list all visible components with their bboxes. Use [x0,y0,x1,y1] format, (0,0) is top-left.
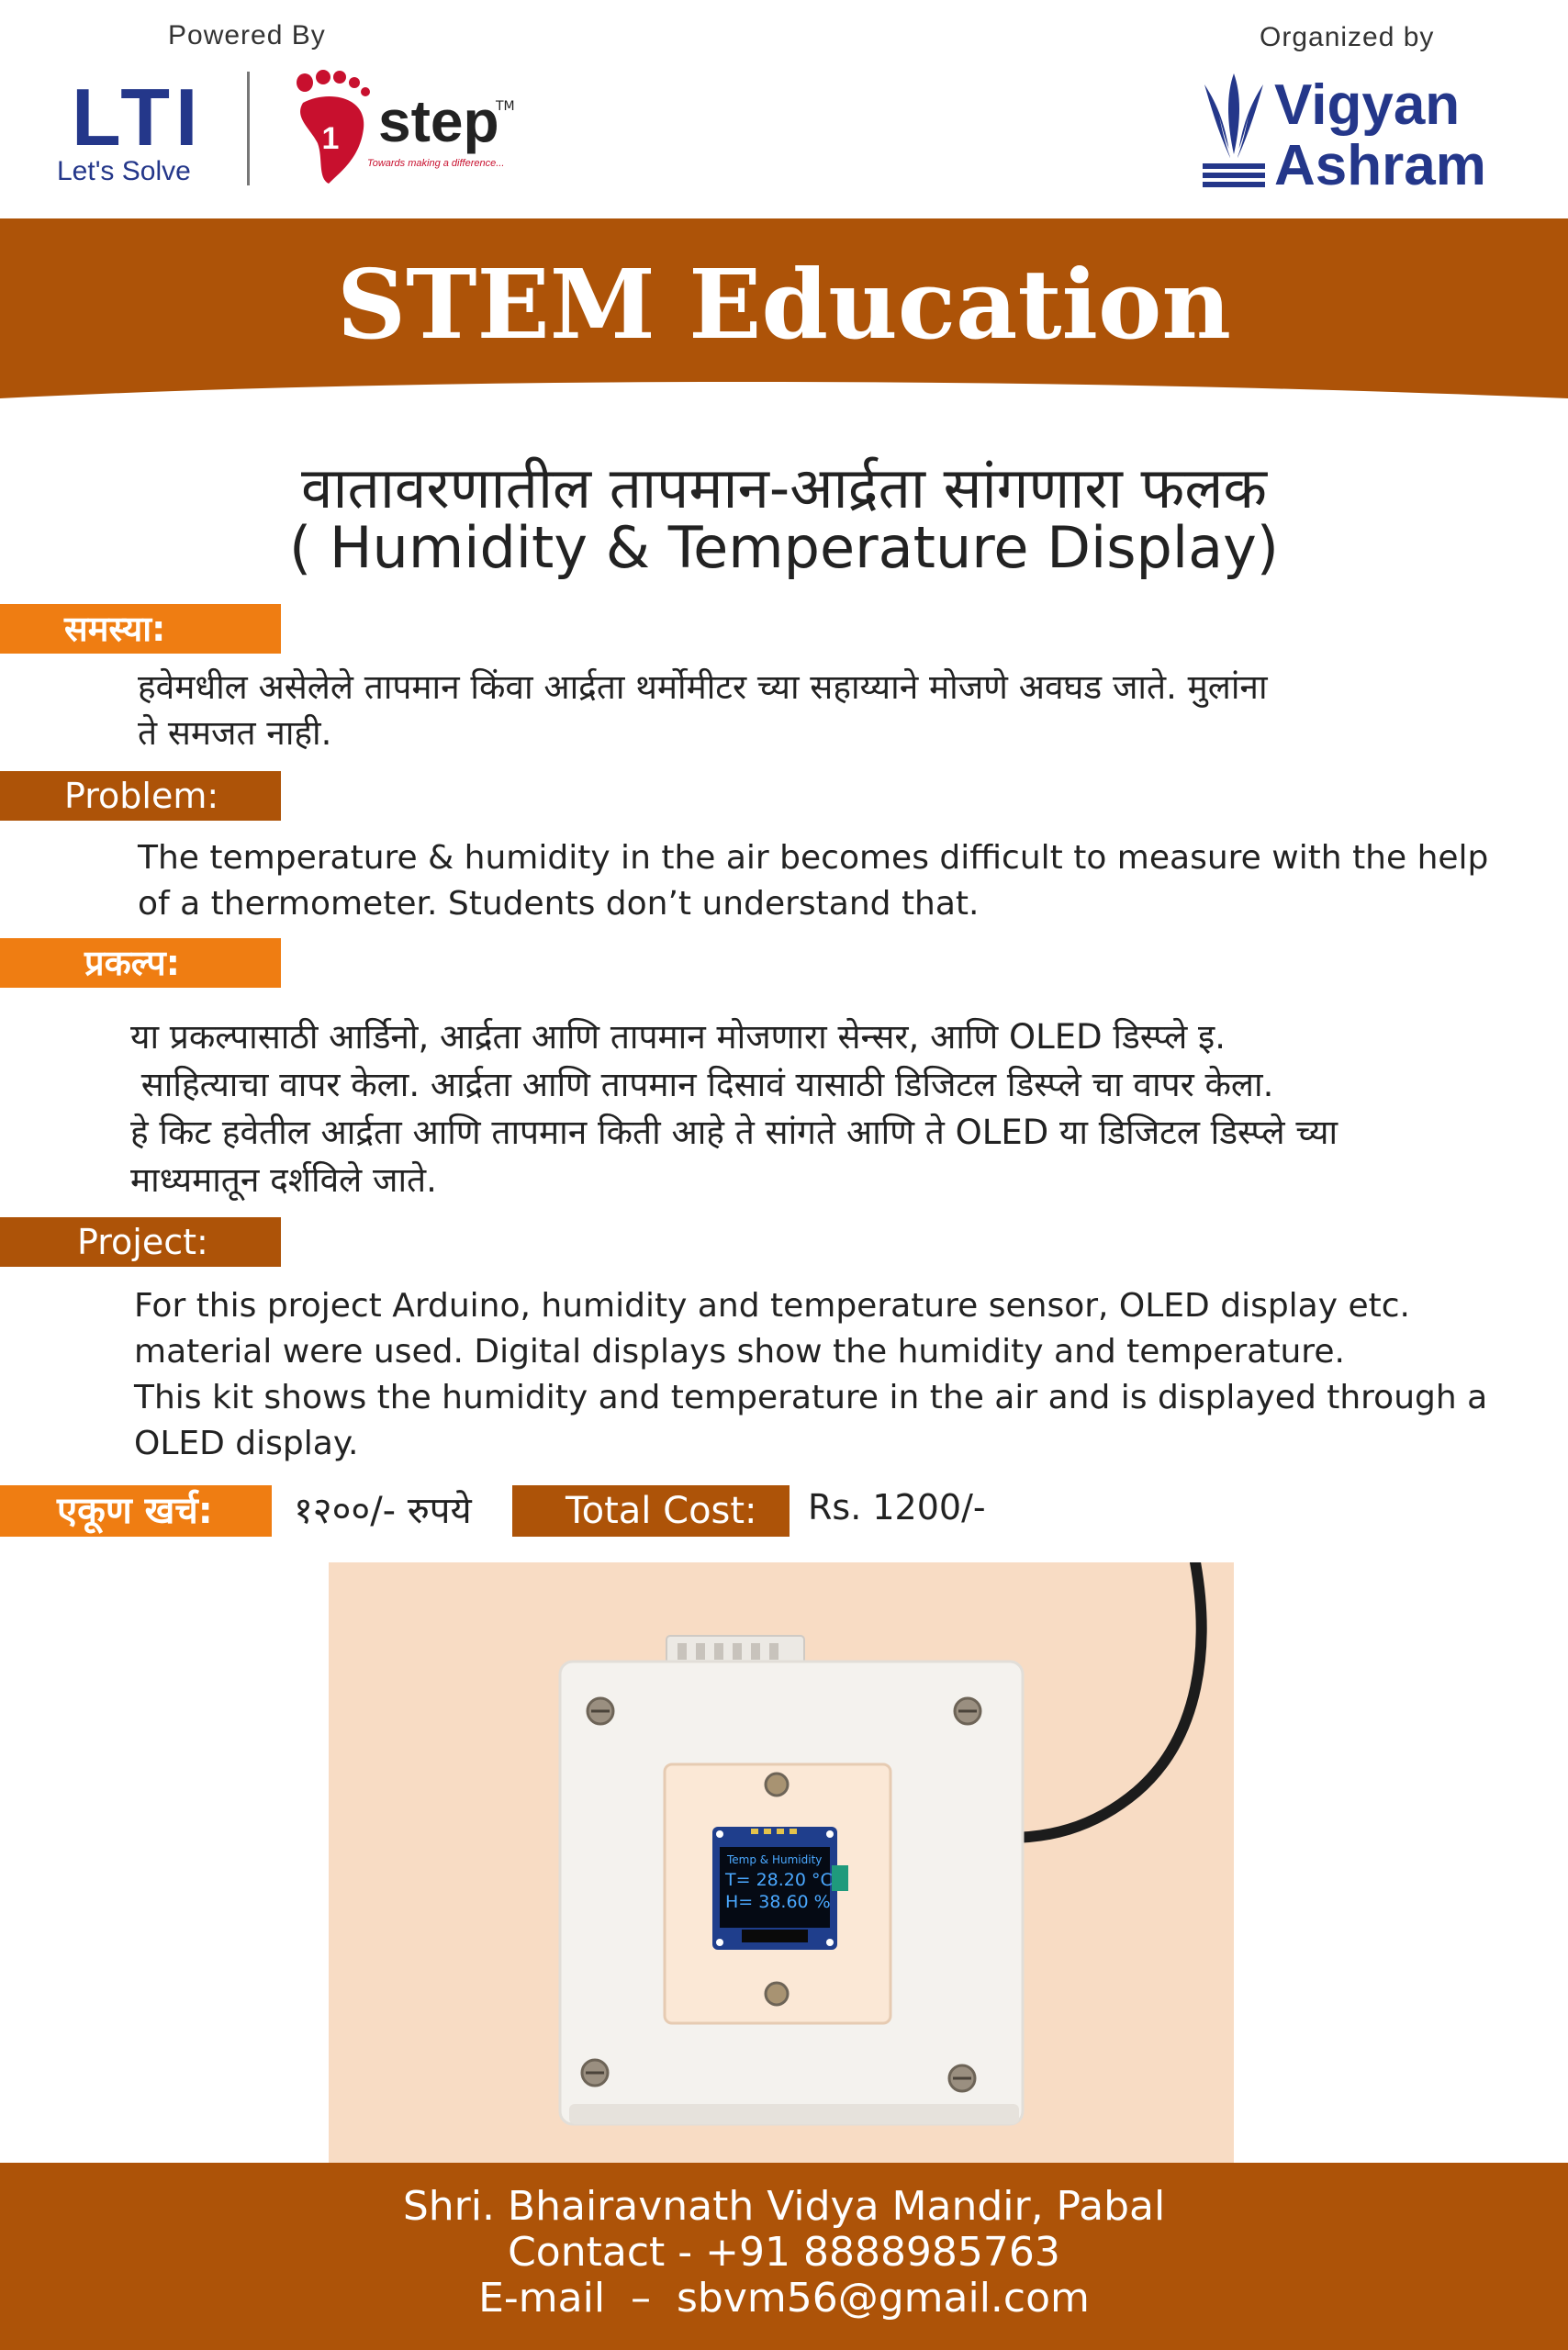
project-title-marathi: वातावरणातील तापमान-आर्द्रता सांगणारा फलक [300,454,1268,521]
footprint-icon [290,70,375,187]
logo-divider [247,72,250,185]
total-cost-english-label: Total Cost: [512,1485,790,1537]
text-line: The temperature & humidity in the air becomes difficult to measure with the help [138,839,1489,877]
project-english-label: Project: [0,1217,281,1267]
oled-title: Temp & Humidity [727,1853,823,1866]
organized-by-label: Organized by [1260,22,1435,52]
problem-english-text [138,835,1488,927]
vigyan-ashram-emblem-icon [1199,66,1269,189]
text-line: हवेमधील असेलेले तापमान किंवा आर्द्रता थर्मोमीटर च्या सहाय्याने मोजणे अवघड जाते. मुलांना [138,667,1268,707]
banner-title: STEM Education [337,248,1231,361]
total-cost-marathi-label: एकूण खर्च: [0,1485,272,1537]
lti-logo: LTI [72,72,204,162]
text-line: For this project Arduino, humidity and temperature sensor, OLED display etc. [134,1287,1410,1325]
text-line: material were used. Digital displays show the humidity and temperature. [134,1333,1345,1371]
text-line: हे किट हवेतील आर्द्रता आणि तापमान किती आहे ते सांगते आणि ते OLED या डिजिटल डिस्प्ले च्या [130,1113,1338,1152]
total-cost-marathi-value: १२००/- रुपये [294,1490,472,1532]
powered-by-label: Powered By [168,20,326,50]
oled-humidity: H= 38.60 % [725,1892,831,1912]
step-number: 1 [321,121,340,156]
oled-temperature: T= 28.20 °C [725,1870,833,1890]
text-line: ते समजत नाही. [138,713,332,753]
text-line: OLED display. [134,1425,359,1462]
problem-marathi-text [138,665,1268,756]
project-marathi-label: प्रकल्प: [0,938,281,988]
lti-tagline: Let's Solve [57,156,191,186]
problem-english-label: Problem: [0,771,281,821]
project-marathi-text [130,1013,1338,1204]
project-english-text [134,1283,1487,1467]
problem-marathi-label: समस्या: [0,604,281,654]
step-tagline: Towards making a difference... [367,158,505,169]
text-line: of a thermometer. Students don’t understand that. [138,885,980,923]
text-line: माध्यमातून दर्शविले जाते. [130,1160,437,1200]
text-line: साहित्याचा वापर केला. आर्द्रता आणि तापमान दिसावं यासाठी डिजिटल डिस्प्ले चा वापर केला. [130,1065,1274,1104]
footer-email: E-mail – sbvm56@gmail.com [478,2275,1090,2322]
product-photo [329,1562,1234,2163]
ashram-line: Ashram [1274,134,1486,197]
footer-contact: Contact - +91 8888985763 [508,2229,1060,2276]
step-trademark: TM [496,99,515,114]
text-line: या प्रकल्पासाठी आर्डिनो, आर्द्रता आणि तापमान मोजणारा सेन्सर, आणि OLED डिस्प्ले इ. [130,1017,1226,1057]
total-cost-english-value: Rs. 1200/- [808,1487,986,1528]
vigyan-ashram-name [1274,75,1486,196]
vigyan-line: Vigyan [1274,73,1461,137]
step-brand: step [378,88,499,154]
text-line: This kit shows the humidity and temperature in the air and is displayed through a [134,1379,1488,1416]
footer-school-name: Shri. Bhairavnath Vidya Mandir, Pabal [402,2183,1166,2230]
project-title-english: ( Humidity & Temperature Display) [289,514,1279,581]
